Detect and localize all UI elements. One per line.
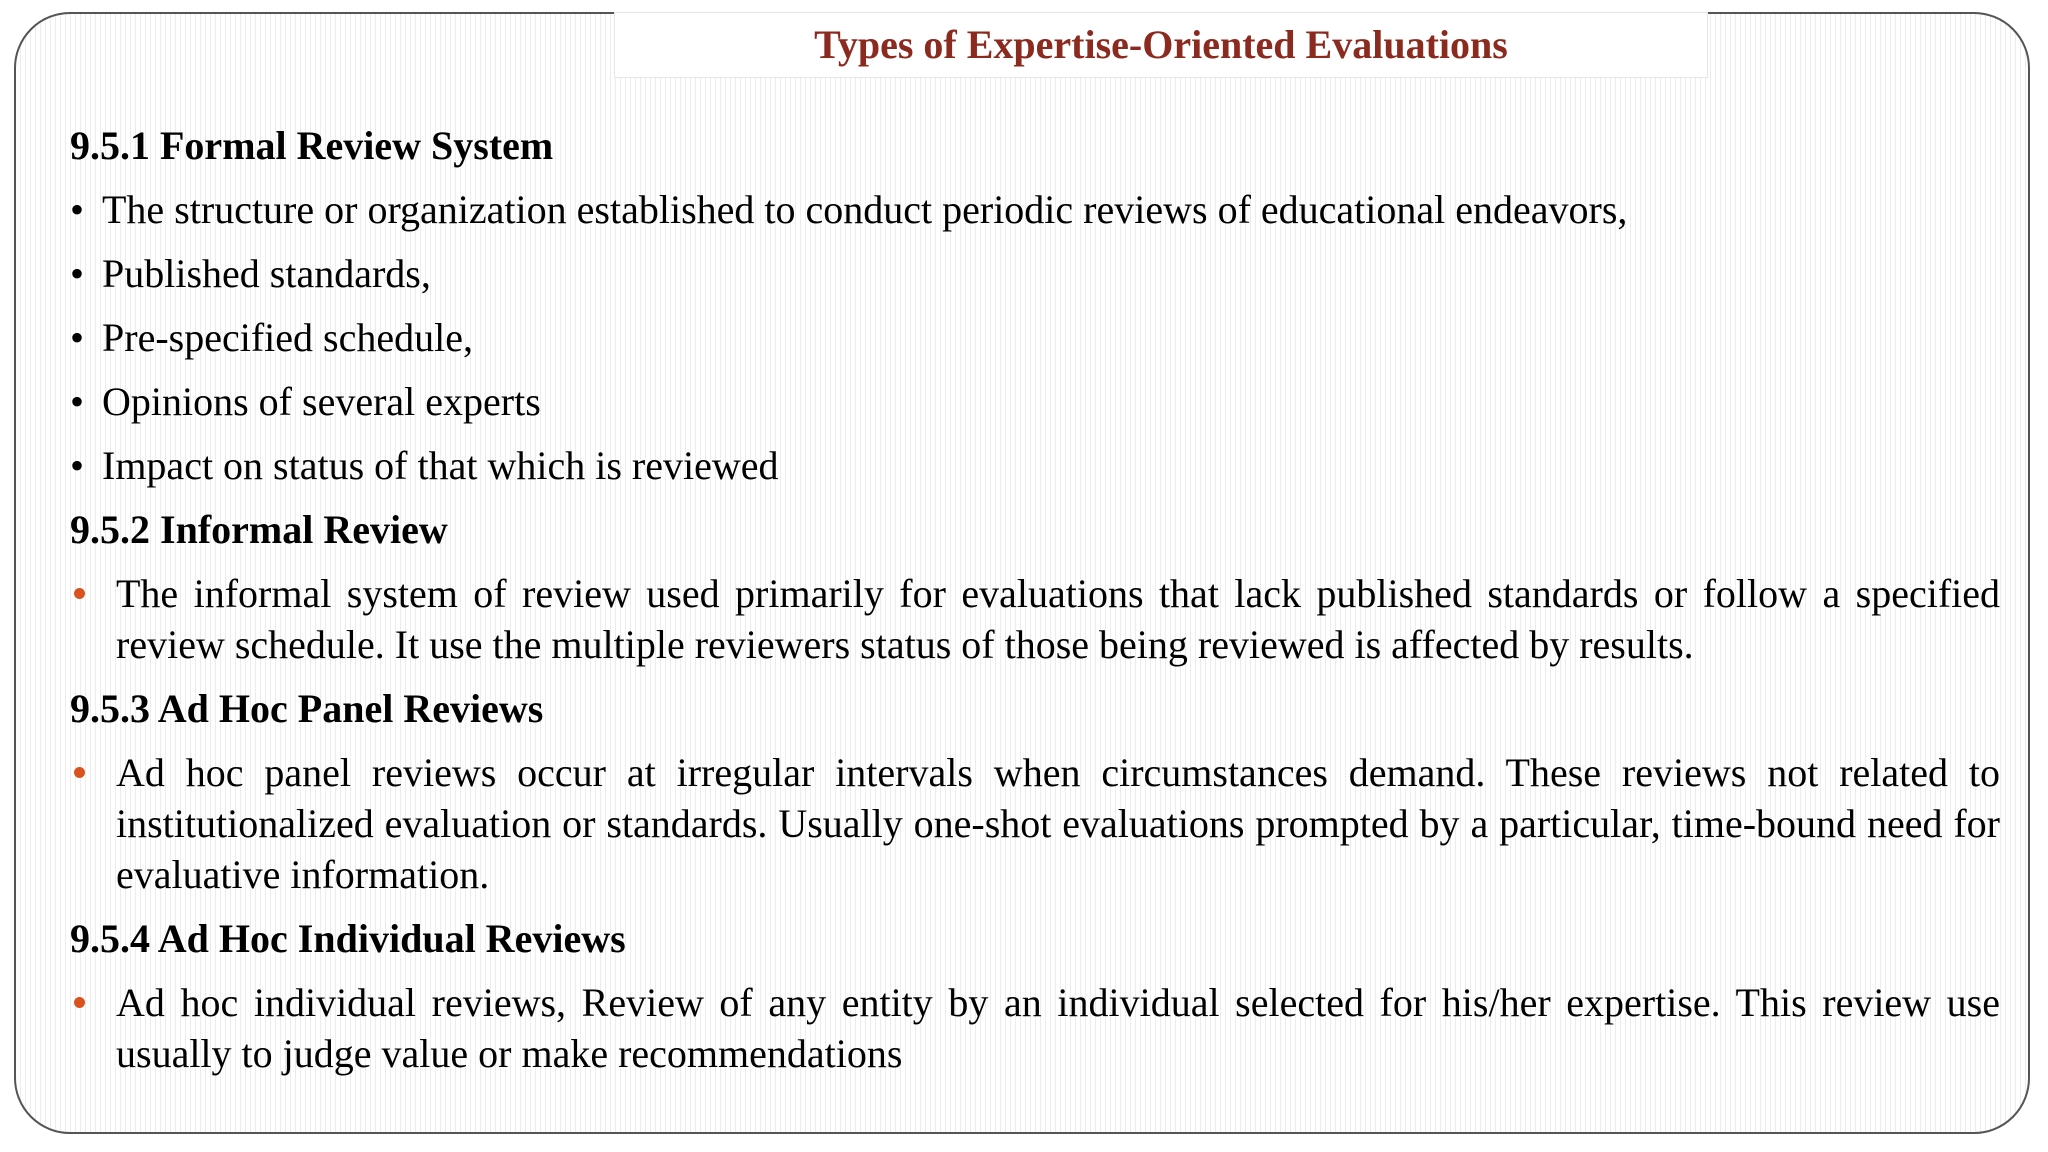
bullet-dot-icon: • <box>70 251 85 296</box>
list-item <box>70 248 2000 312</box>
section-heading-ad-hoc-individual: 9.5.4 Ad Hoc Individual Reviews <box>70 916 626 961</box>
title-box <box>614 12 1708 78</box>
paragraph-item-informal-review <box>70 568 2000 670</box>
list-item <box>70 184 2000 248</box>
paragraph-text: Ad hoc individual reviews, Review of any entity by an individual selected for his/her expertise. This review use usually to judge value or make recommendations <box>116 980 2000 1076</box>
list-item-text: Opinions of several experts <box>102 379 541 424</box>
slide-content <box>70 120 2000 1092</box>
list-item-text: Pre-specified schedule, <box>102 315 473 360</box>
bullet-dot-icon: • <box>70 379 85 424</box>
section-heading-ad-hoc-panel: 9.5.3 Ad Hoc Panel Reviews <box>70 686 544 731</box>
slide-title: Types of Expertise-Oriented Evaluations <box>814 22 1508 67</box>
bullet-dot-icon: • <box>70 315 85 360</box>
list-item <box>70 312 2000 376</box>
paragraph-text: Ad hoc panel reviews occur at irregular intervals when circumstances demand. These reviews not related to institutionalized evaluation or standards. Usually one-shot evaluations prompted by a particular, time-bound need for evaluative information. <box>116 750 2000 897</box>
bullet-circle-icon <box>70 568 116 619</box>
list-item <box>70 440 2000 504</box>
list-item-text: Impact on status of that which is reviewed <box>102 443 779 488</box>
bullet-circle-icon <box>70 747 116 798</box>
bullet-dot-icon: • <box>70 443 85 488</box>
bullet-circle-icon <box>70 977 116 1028</box>
section-heading-informal-review: 9.5.2 Informal Review <box>70 507 448 552</box>
list-item <box>70 376 2000 440</box>
paragraph-text: The informal system of review used primarily for evaluations that lack published standards or follow a specified review schedule. It use the multiple reviewers status of those being reviewed is affected by results. <box>116 571 2000 667</box>
list-item-text: The structure or organization established to conduct periodic reviews of educational endeavors, <box>102 187 1628 232</box>
paragraph-item-ad-hoc-individual <box>70 977 2000 1079</box>
list-item-text: Published standards, <box>102 251 431 296</box>
section-heading-formal-review: 9.5.1 Formal Review System <box>70 123 554 168</box>
bullet-dot-icon: • <box>70 187 85 232</box>
paragraph-item-ad-hoc-panel <box>70 747 2000 900</box>
